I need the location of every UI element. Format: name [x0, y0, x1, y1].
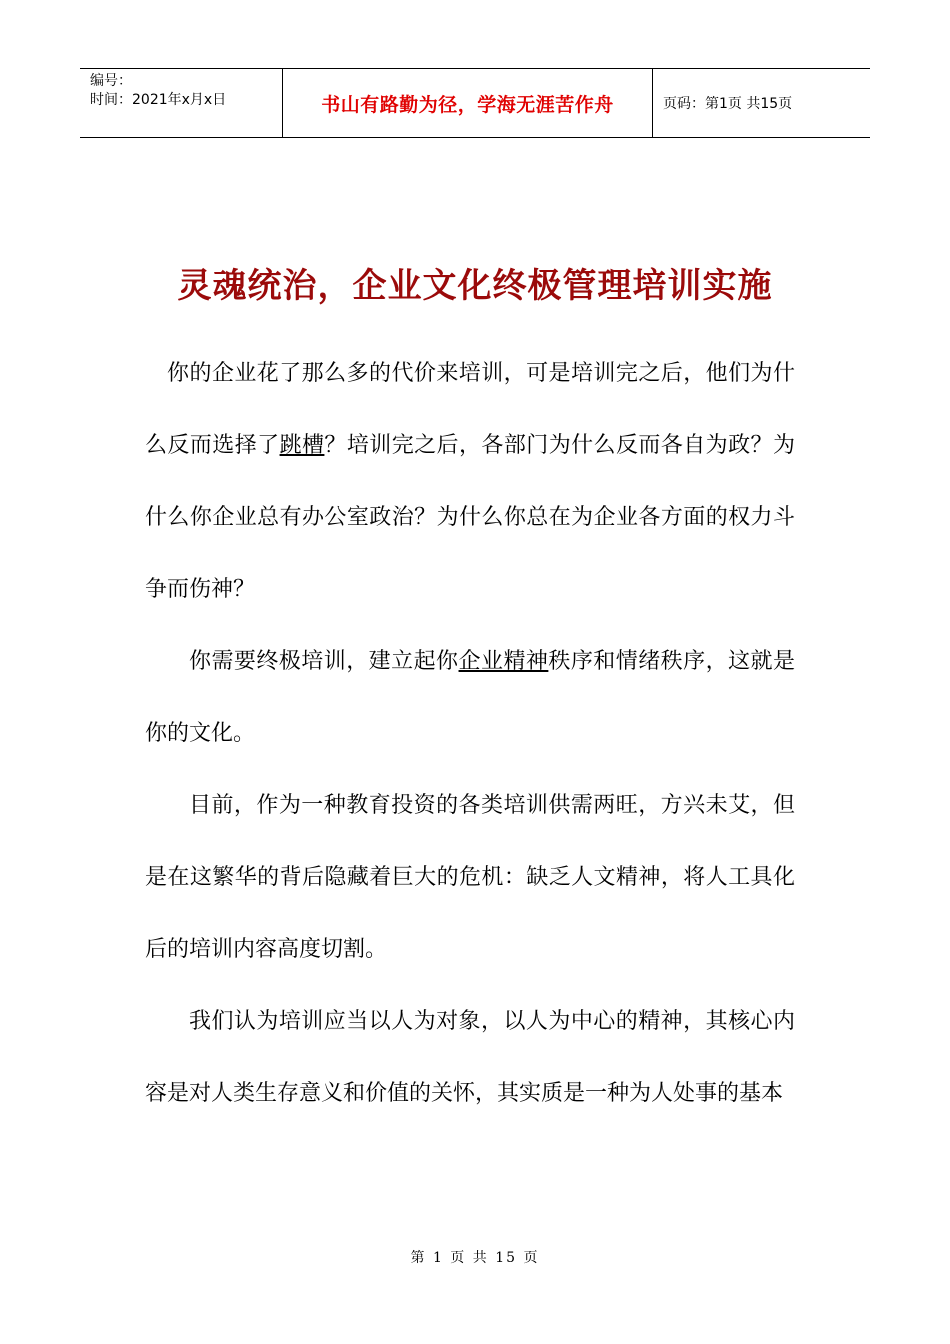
document-number-label: 编号： [90, 73, 132, 89]
header-motto: 书山有路勤为径，学海无涯苦作舟 [282, 69, 653, 137]
document-body [145, 338, 795, 1130]
paragraph-text: ？培训完之后，各部门为什么反而各自为政？为什么你企业总有办公室政治？为什么你总在为企业各方面的权力斗争而伤神？ [145, 433, 795, 602]
paragraph: 我们认为培训应当以人为对象，以人为中心的精神，其核心内容是对人类生存意义和价值的关怀，其实质是一种为人处事的基本 [145, 1009, 795, 1106]
paragraph-text: 你需要终极培训，建立起你 [189, 649, 459, 674]
document-title: 灵魂统治，企业文化终极管理培训实施 [177, 266, 773, 306]
paragraph [145, 626, 795, 770]
link-qiye-jingshen[interactable]: 企业精神 [458, 649, 549, 674]
paragraph-text: 秩序和情绪秩序，这就是你的文化。 [145, 649, 795, 746]
paragraph: 目前，作为一种教育投资的各类培训供需两旺，方兴未艾，但是在这繁华的背后隐藏着巨大的危机：缺乏人文精神，将人工具化后的培训内容高度切割。 [145, 793, 795, 962]
page-footer: 第 1 页 共 15 页 [410, 1250, 540, 1266]
link-tiaocao[interactable]: 跳槽 [279, 433, 325, 458]
header-table [80, 68, 870, 138]
header-page-info: 页码：第1页 共15页 [663, 96, 793, 112]
header-meta-cell [80, 69, 282, 137]
paragraph [145, 338, 795, 626]
paragraph-text: 你的企业花了那么多的代价来培训，可是培训完之后，他们为什么反而选择了 [145, 361, 795, 458]
document-date: 时间：2021年x月x日 [90, 92, 227, 108]
